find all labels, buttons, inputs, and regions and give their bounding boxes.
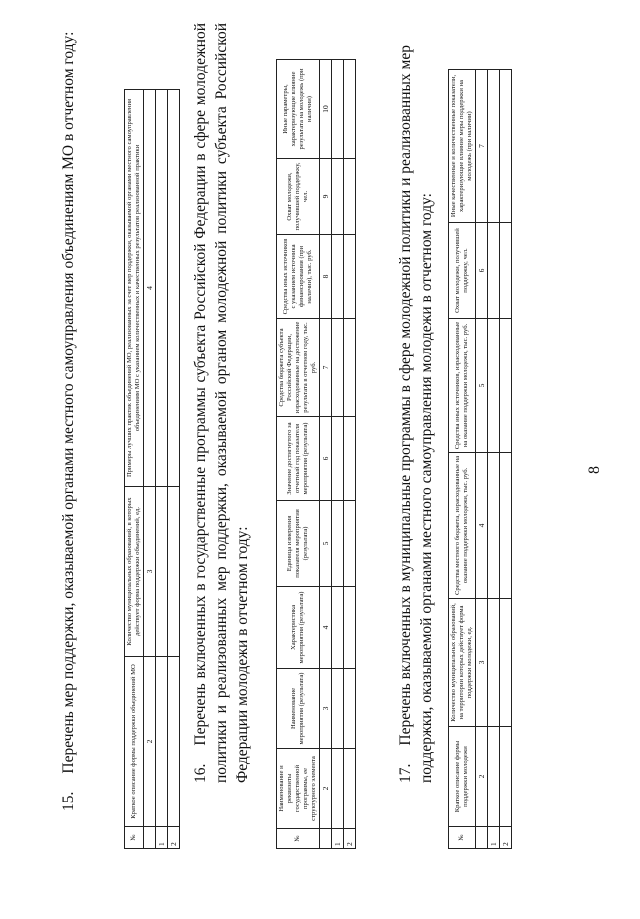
table-cell bbox=[344, 669, 356, 749]
column-header: № bbox=[449, 827, 476, 849]
column-header: Охват молодежи, получившей поддержку, чел. bbox=[277, 159, 320, 235]
table-cell bbox=[332, 587, 344, 669]
column-index: 2 bbox=[144, 657, 156, 827]
column-header: № bbox=[277, 829, 320, 849]
section-16-heading bbox=[190, 23, 253, 783]
row-number: 1 bbox=[488, 827, 500, 849]
column-index-row bbox=[476, 70, 488, 849]
table-row bbox=[344, 60, 356, 849]
table-cell bbox=[500, 727, 512, 827]
column-header: Значение достигнутого за отчетный год показателя мероприятия (результата) bbox=[277, 417, 320, 501]
column-index: 8 bbox=[320, 235, 332, 319]
table-cell bbox=[332, 669, 344, 749]
table-cell bbox=[488, 599, 500, 727]
column-index-row bbox=[320, 60, 332, 849]
table-cell bbox=[344, 587, 356, 669]
row-number: 2 bbox=[168, 827, 180, 849]
column-index: 10 bbox=[320, 60, 332, 159]
row-number: 2 bbox=[500, 827, 512, 849]
section-17-number: 17. bbox=[397, 763, 414, 783]
table-cell bbox=[500, 599, 512, 727]
section-17-table bbox=[448, 69, 512, 849]
column-index: 4 bbox=[320, 587, 332, 669]
table-cell bbox=[344, 319, 356, 417]
column-index: 4 bbox=[476, 453, 488, 599]
table-cell bbox=[344, 501, 356, 587]
table-cell bbox=[332, 749, 344, 829]
column-index: 2 bbox=[476, 727, 488, 827]
column-index: 3 bbox=[144, 487, 156, 657]
column-index: 6 bbox=[320, 417, 332, 501]
column-index: 5 bbox=[320, 501, 332, 587]
table-cell bbox=[168, 487, 180, 657]
table-cell bbox=[156, 657, 168, 827]
column-header: Краткое описание формы поддержки молодежи bbox=[449, 727, 476, 827]
table-header-row bbox=[449, 70, 476, 849]
column-header: Иные параметры, характеризующие влияние результата на молодежь (при наличии) bbox=[277, 60, 320, 159]
table-cell bbox=[332, 159, 344, 235]
column-header: Средства местного бюджета, израсходованные на оказание поддержки молодежи, тыс. руб. bbox=[449, 453, 476, 599]
table-cell bbox=[344, 60, 356, 159]
column-index: 7 bbox=[476, 70, 488, 223]
section-16-number: 16. bbox=[192, 763, 209, 783]
table-cell bbox=[332, 319, 344, 417]
table-cell bbox=[344, 159, 356, 235]
row-number: 2 bbox=[344, 829, 356, 849]
column-header: Охват молодежи, получившей поддержку, чел. bbox=[449, 223, 476, 319]
table-cell bbox=[488, 727, 500, 827]
table-cell bbox=[500, 319, 512, 453]
table-row bbox=[488, 70, 500, 849]
table-cell bbox=[344, 235, 356, 319]
section-16-table bbox=[276, 59, 356, 849]
column-index bbox=[476, 827, 488, 849]
column-index bbox=[144, 827, 156, 849]
table-cell bbox=[488, 223, 500, 319]
table-cell bbox=[332, 235, 344, 319]
table-cell bbox=[156, 90, 168, 487]
column-index: 6 bbox=[476, 223, 488, 319]
column-header: Наименование мероприятия (результата) bbox=[277, 669, 320, 749]
table-cell bbox=[344, 417, 356, 501]
column-header: Иные качественные и количественные показатели, характеризующие влияние меры поддержки на молодежь (при наличии) bbox=[449, 70, 476, 223]
row-number: 1 bbox=[156, 827, 168, 849]
column-header: Примеры лучших практик объединений МО, реализованных за счет мер поддержки, оказываемой органами местного самоуправления объединениям МО с указанием количественных и качественных результатов реализованной практики bbox=[125, 90, 144, 487]
table-cell bbox=[332, 60, 344, 159]
section-15-title: Перечень мер поддержки, оказываемой органами местного самоуправления объединениям МО в отчетном году: bbox=[60, 31, 77, 774]
table-cell bbox=[168, 90, 180, 487]
table-cell bbox=[168, 657, 180, 827]
table-row bbox=[500, 70, 512, 849]
section-15-number: 15. bbox=[60, 791, 77, 811]
table-cell bbox=[488, 319, 500, 453]
table-cell bbox=[500, 223, 512, 319]
column-header: Средства бюджета субъекта Российской Федерации, израсходованные на достижение результата в отчетном году, тыс. руб. bbox=[277, 319, 320, 417]
table-cell bbox=[488, 70, 500, 223]
column-header: Краткое описание формы поддержки объединений МО bbox=[125, 657, 144, 827]
section-15-table bbox=[124, 89, 180, 849]
column-header: Наименование и реквизиты государственной программы, ее структурного элемента bbox=[277, 749, 320, 829]
column-index: 5 bbox=[476, 319, 488, 453]
page-number: 8 bbox=[586, 466, 603, 474]
column-header: № bbox=[125, 827, 144, 849]
table-cell bbox=[500, 70, 512, 223]
column-header: Количество муниципальных образований, на территории которых действует форма поддержки молодежи, ед. bbox=[449, 599, 476, 727]
section-17-title: Перечень включенных в муниципальные программы в сфере молодежной политики и реализованных мер поддержки, оказываемой органами местного самоуправления молодежи в отчетном году: bbox=[397, 45, 435, 783]
table-row bbox=[332, 60, 344, 849]
column-index: 3 bbox=[320, 669, 332, 749]
table-cell bbox=[500, 453, 512, 599]
column-header: Характеристика мероприятия (результата) bbox=[277, 587, 320, 669]
column-index: 2 bbox=[320, 749, 332, 829]
table-row bbox=[156, 90, 168, 849]
table-cell bbox=[488, 453, 500, 599]
column-index: 7 bbox=[320, 319, 332, 417]
table-header-row bbox=[277, 60, 320, 849]
table-cell bbox=[332, 501, 344, 587]
section-16-title: Перечень включенных в государственные программы субъекта Российской Федерации в сфере молодежной политики и реализованных мер поддержки, оказываемой органом молодежной политики субъекта Российской Федерации молодежи в отчетном году: bbox=[192, 23, 251, 783]
row-number: 1 bbox=[332, 829, 344, 849]
table-cell bbox=[332, 417, 344, 501]
column-index: 3 bbox=[476, 599, 488, 727]
section-17-heading bbox=[395, 23, 437, 783]
column-header: Средства иных источников с указанием источника финансирования (при наличии), тыс. руб. bbox=[277, 235, 320, 319]
section-15-heading bbox=[58, 31, 79, 811]
column-index: 9 bbox=[320, 159, 332, 235]
table-header-row bbox=[125, 90, 144, 849]
table-cell bbox=[156, 487, 168, 657]
column-header: Единица измерения показателя мероприятия (результата) bbox=[277, 501, 320, 587]
column-index: 4 bbox=[144, 90, 156, 487]
column-header: Средства иных источников, израсходованные на оказание поддержки молодежи, тыс. руб. bbox=[449, 319, 476, 453]
column-index-row bbox=[144, 90, 156, 849]
column-index bbox=[320, 829, 332, 849]
table-row bbox=[168, 90, 180, 849]
table-cell bbox=[344, 749, 356, 829]
column-header: Количество муниципальных образований, в которых действует форма поддержки объединений, ед. bbox=[125, 487, 144, 657]
